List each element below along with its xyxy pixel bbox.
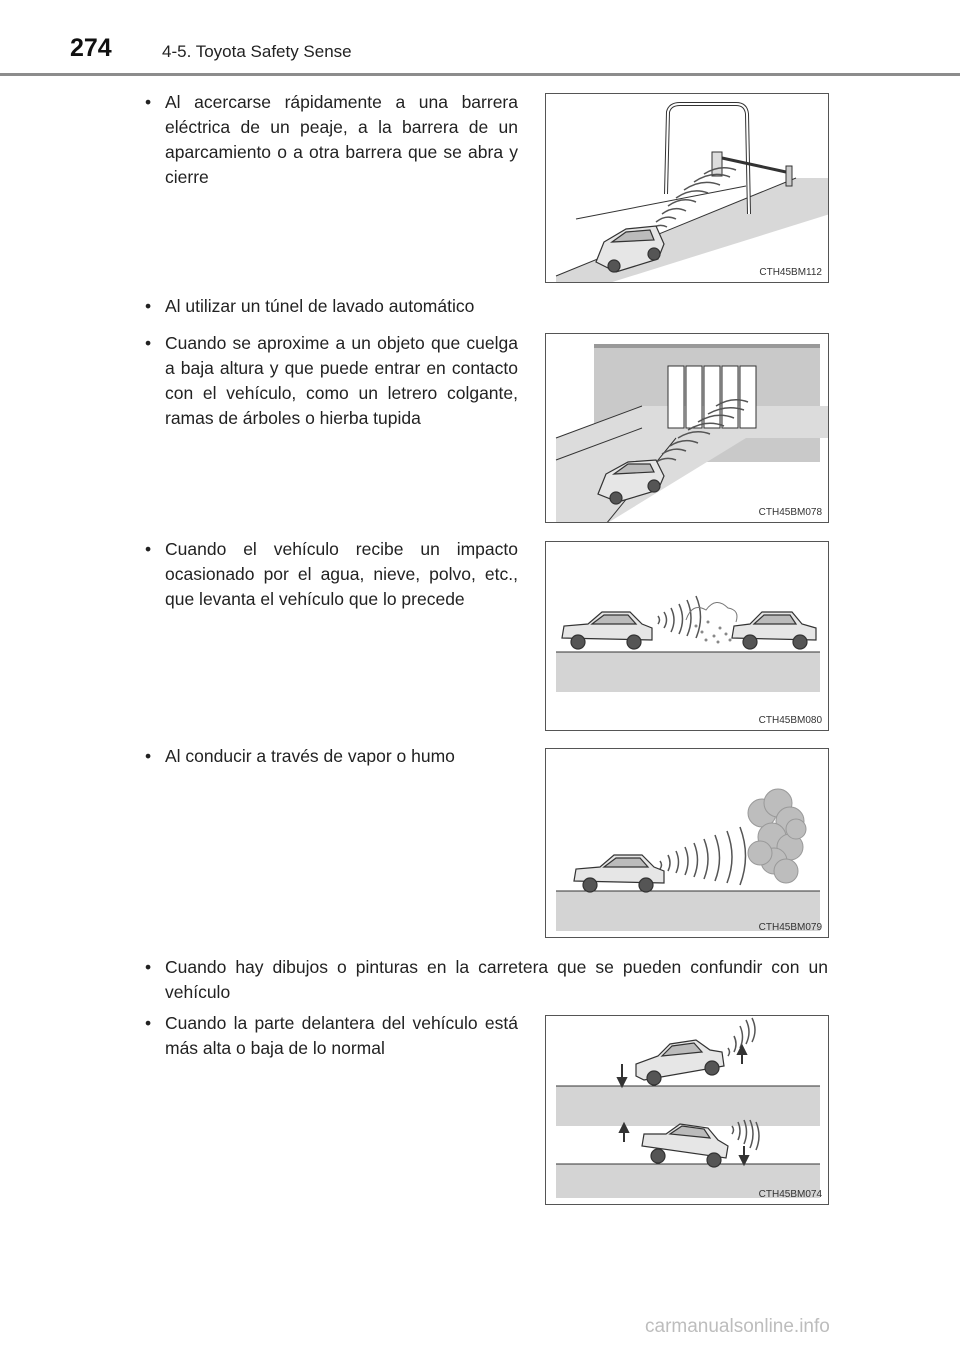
watermark: carmanualsonline.info (645, 1316, 830, 1337)
figure-barrier-illustration (545, 93, 829, 283)
list-item-text: Cuando se aproxime a un objeto que cuelga a baja altura y que puede entrar en contacto con el vehículo, como un letrero colgante, ramas de árboles o hierba tupida (165, 333, 518, 428)
list-item-text: Al conducir a través de vapor o humo (165, 746, 455, 766)
figure-code: CTH45BM080 (758, 715, 822, 726)
bullet: • (145, 746, 152, 766)
list-item (145, 744, 518, 769)
figure-code: CTH45BM078 (758, 507, 822, 518)
list-item (145, 294, 518, 319)
list-item (145, 1011, 518, 1061)
list-item-text: Al acercarse rápidamente a una barrera eléctrica de un peaje, a la barrera de un aparcamiento o a otra barrera que se abra y cierre (165, 92, 518, 187)
list-item-text: Cuando el vehículo recibe un impacto ocasionado por el agua, nieve, polvo, etc., que levanta el vehículo que lo precede (165, 539, 518, 609)
list-item (145, 90, 518, 190)
list-item (145, 955, 828, 1005)
list-item (145, 331, 518, 431)
header-divider (0, 73, 960, 76)
bullet: • (145, 92, 152, 112)
list-item-text: Al utilizar un túnel de lavado automático (165, 296, 475, 316)
bullet: • (145, 296, 152, 316)
bullet: • (145, 1013, 152, 1033)
figure-code: CTH45BM074 (758, 1189, 822, 1200)
figure-code: CTH45BM079 (758, 922, 822, 933)
list-item-text: Cuando la parte delantera del vehículo está más alta o baja de lo normal (165, 1013, 518, 1058)
section-title: 4-5. Toyota Safety Sense (162, 42, 352, 61)
figure-splash-illustration (545, 541, 829, 731)
bullet: • (145, 333, 152, 353)
figure-smoke-illustration (545, 748, 829, 938)
bullet: • (145, 539, 152, 559)
list-item-text: Cuando hay dibujos o pinturas en la carretera que se pueden confundir con un vehículo (165, 957, 828, 1002)
bullet: • (145, 957, 152, 977)
figure-tilt-illustration (545, 1015, 829, 1205)
figure-overhang-illustration (545, 333, 829, 523)
figure-code: CTH45BM112 (759, 267, 822, 278)
list-item (145, 537, 518, 612)
page-number: 274 (70, 34, 112, 62)
page-header (0, 0, 960, 80)
